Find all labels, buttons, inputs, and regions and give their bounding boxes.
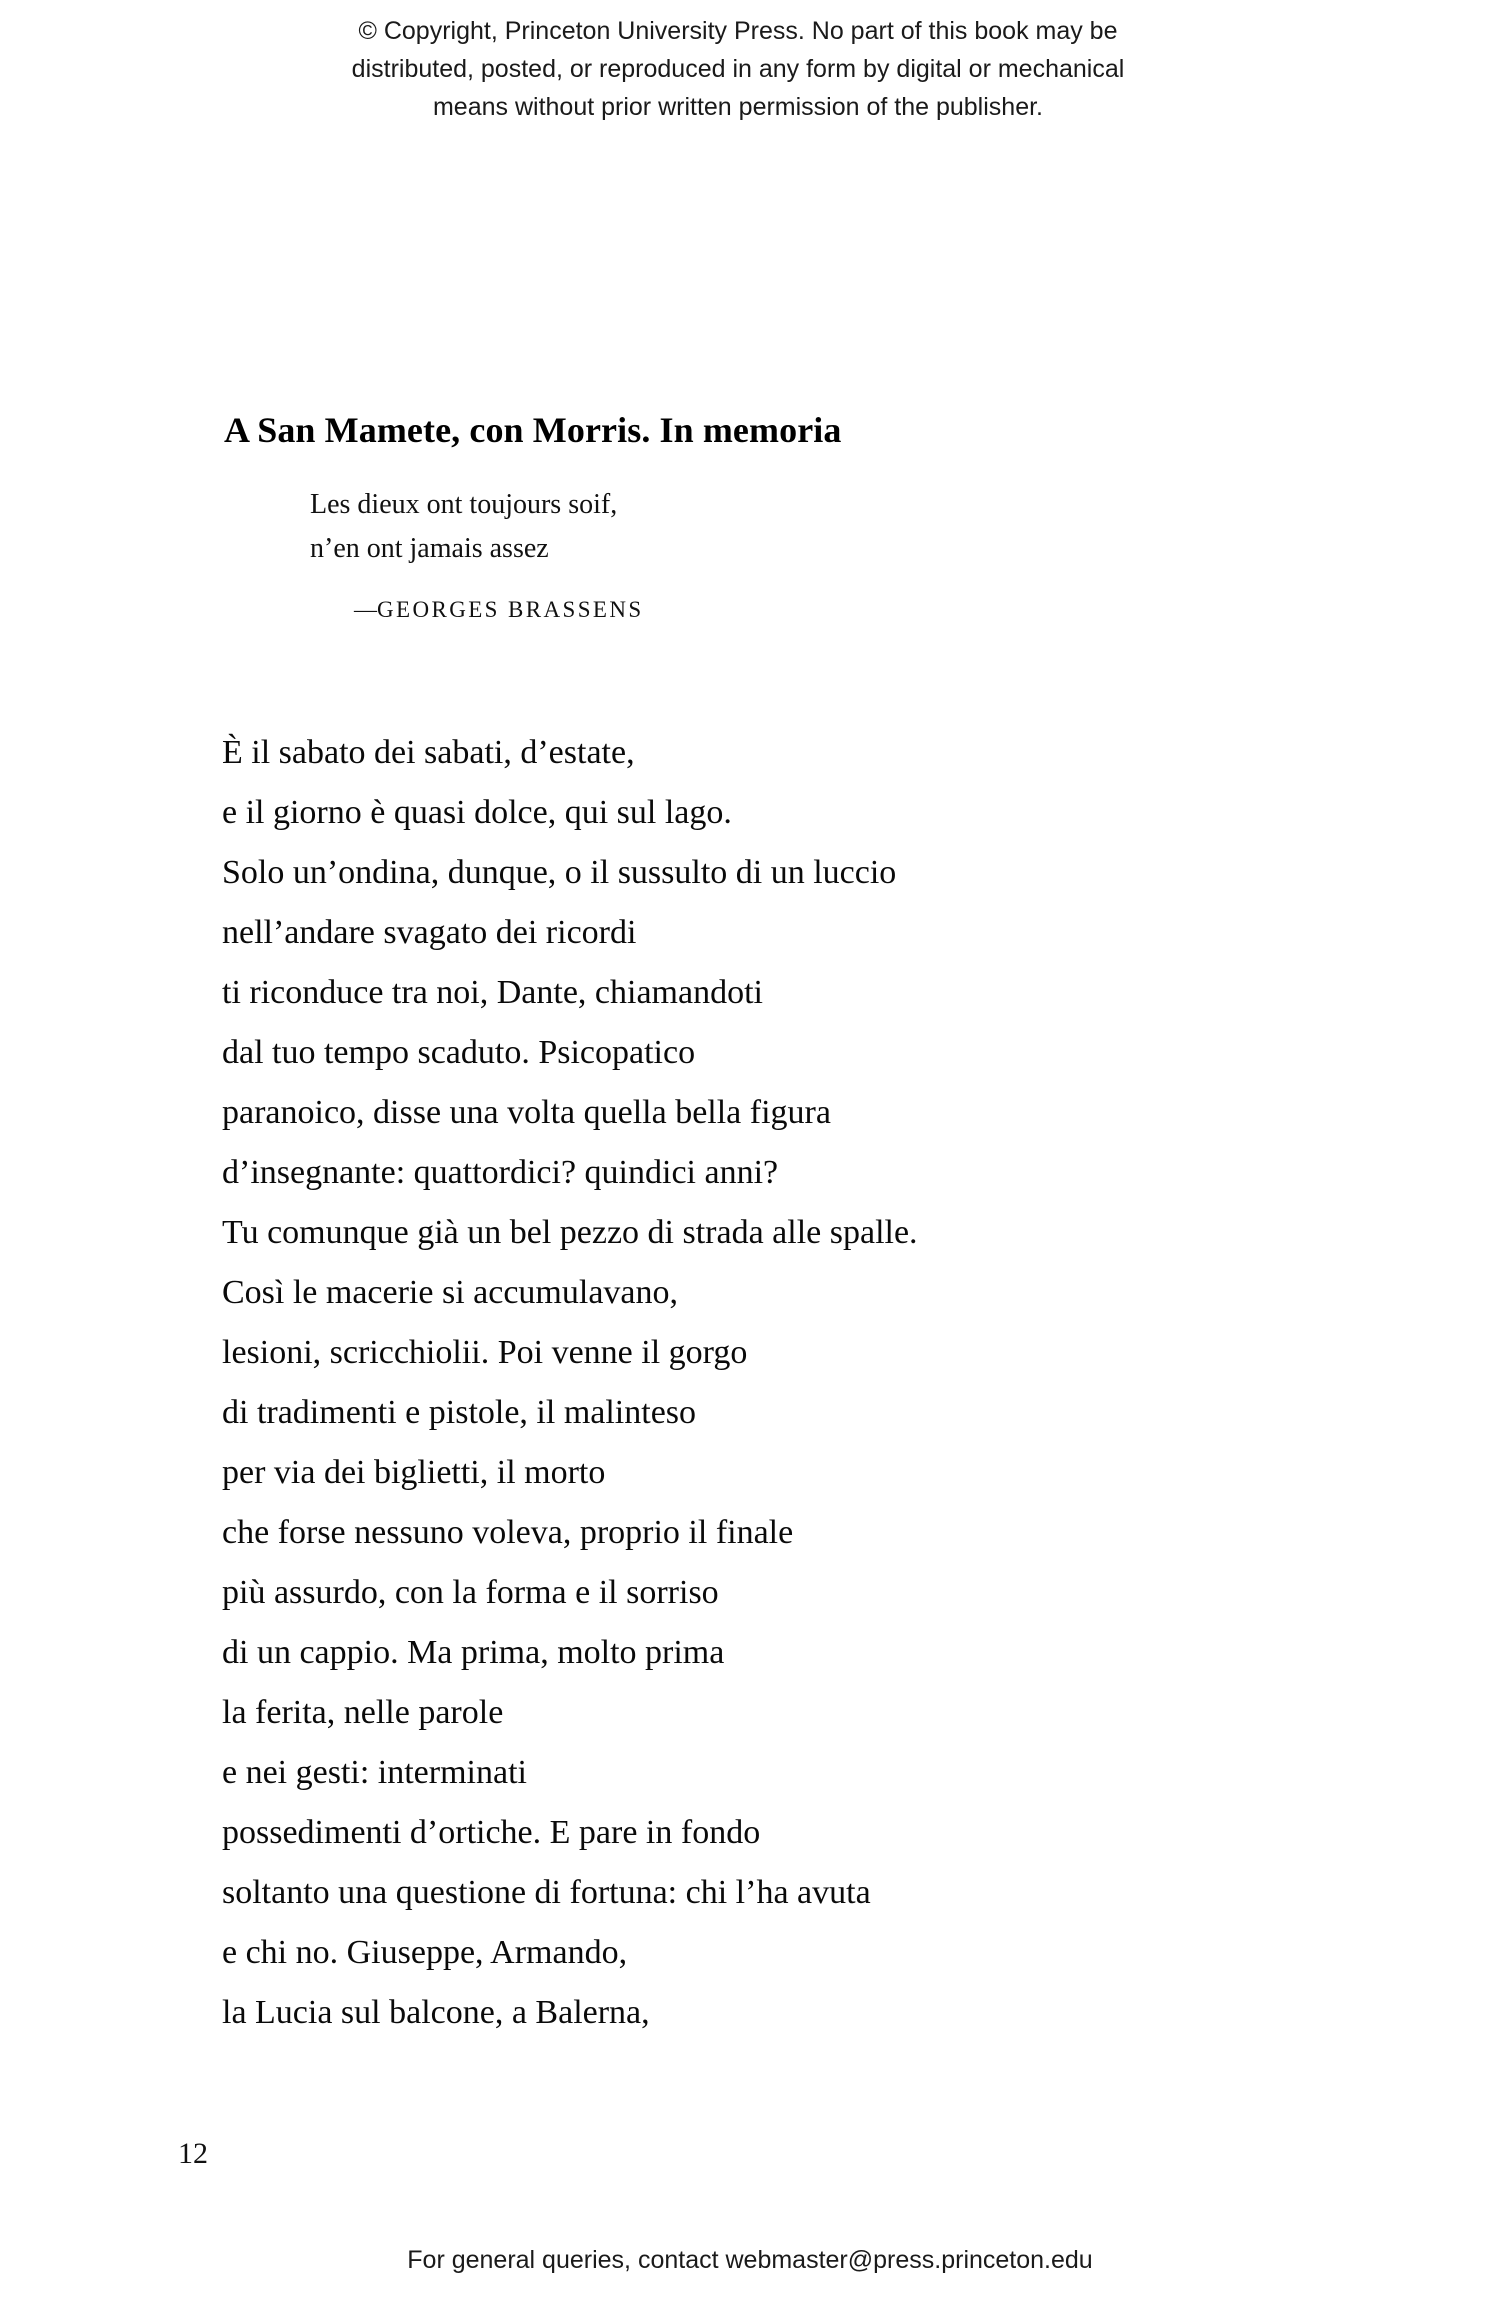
poem-line: lesioni, scricchiolii. Poi venne il gorgo — [222, 1334, 748, 1371]
poem-line: possedimenti d’ortiche. E pare in fondo — [222, 1814, 761, 1851]
poem-line: e chi no. Giuseppe, Armando, — [222, 1934, 628, 1971]
copyright-line: © Copyright, Princeton University Press. No part of this book may be — [358, 17, 1118, 45]
epigraph-author: GEORGES BRASSENS — [377, 597, 644, 622]
poem-line: È il sabato dei sabati, d’estate, — [222, 734, 635, 771]
epigraph-line: Les dieux ont toujours soif, — [310, 489, 618, 520]
poem-line: di tradimenti e pistole, il malinteso — [222, 1394, 697, 1431]
em-dash: — — [354, 597, 377, 622]
poem-line: la Lucia sul balcone, a Balerna, — [222, 1994, 650, 2031]
poem-line: e nei gesti: interminati — [222, 1754, 527, 1791]
page-number: 12 — [178, 2137, 208, 2170]
poem-line: Così le macerie si accumulavano, — [222, 1274, 678, 1311]
poem-title: A San Mamete, con Morris. In memoria — [224, 410, 842, 451]
poem-line: ti riconduce tra noi, Dante, chiamandoti — [222, 974, 763, 1011]
poem-body — [222, 723, 1342, 2043]
poem-line: e il giorno è quasi dolce, qui sul lago. — [222, 794, 732, 831]
poem-line: paranoico, disse una volta quella bella figura — [222, 1094, 831, 1131]
footer-queries-notice: For general queries, contact webmaster@press.princeton.edu — [407, 2246, 1093, 2274]
copyright-line: means without prior written permission of the publisher. — [432, 93, 1043, 121]
poem-line: per via dei biglietti, il morto — [222, 1454, 606, 1491]
poem-line: più assurdo, con la forma e il sorriso — [222, 1574, 719, 1611]
copyright-line: distributed, posted, or reproduced in any form by digital or mechanical — [351, 55, 1125, 83]
poem-line: che forse nessuno voleva, proprio il finale — [222, 1514, 794, 1551]
poem-line: d’insegnante: quattordici? quindici anni? — [222, 1154, 779, 1191]
copyright-notice — [268, 12, 1208, 126]
poem-line: soltanto una questione di fortuna: chi l’ha avuta — [222, 1874, 871, 1911]
epigraph-attribution — [354, 597, 644, 623]
poem-line: la ferita, nelle parole — [222, 1694, 504, 1731]
epigraph — [310, 483, 617, 571]
epigraph-line: n’en ont jamais assez — [310, 533, 549, 564]
poem-line: di un cappio. Ma prima, molto prima — [222, 1634, 725, 1671]
poem-line: dal tuo tempo scaduto. Psicopatico — [222, 1034, 696, 1071]
poem-line: nell’andare svagato dei ricordi — [222, 914, 637, 951]
poem-line: Tu comunque già un bel pezzo di strada alle spalle. — [222, 1214, 918, 1251]
poem-line: Solo un’ondina, dunque, o il sussulto di un luccio — [222, 854, 897, 891]
